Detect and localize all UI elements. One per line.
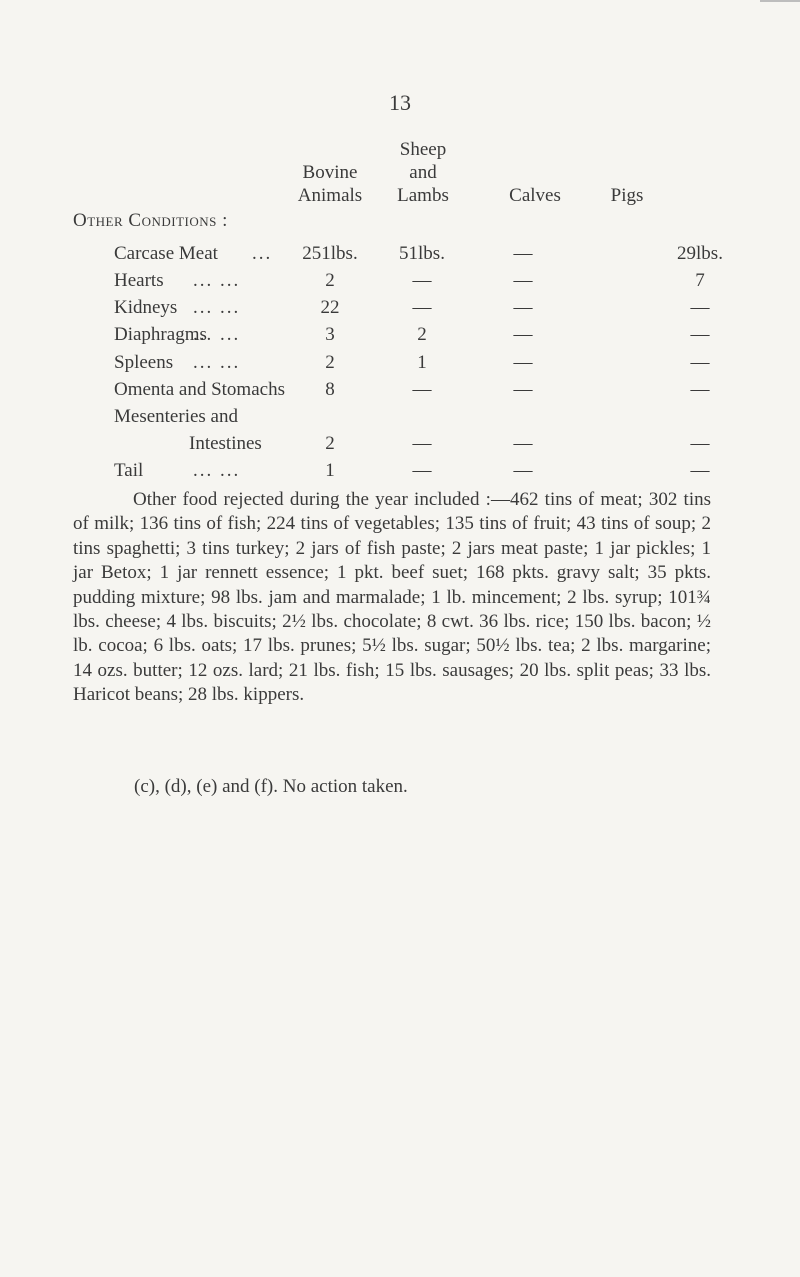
leader-dots: ... ... <box>193 297 241 318</box>
leader-dots: ... ... <box>193 352 241 373</box>
other-food-rejected-paragraph: Other food rejected during the year included :—462 tins of meat; 302 tins of milk; 136 tins of fish; 224 tins of vegetables; 135 tins of fruit; 43 tins of soup; 2 tins spaghetti; 3 tins turkey; 2 jars of fish paste; 2 jars meat paste; 1 jar pickles; 1 jar Betox; 1 jar rennett essence; 1 pkt. beef suet; 168 pkts. gravy salt; 35 pkts. pudding mixture; 98 lbs. jam and marmalade; 1 lb. mincement; 2 lbs. syrup; 101¾ lbs. cheese; 4 lbs. biscuits; 2½ lbs. chocolate; 8 cwt. 36 lbs. rice; 150 lbs. bacon; ½ lb. cocoa; 6 lbs. oats; 17 lbs. prunes; 5½ lbs. sugar; 50½ lbs. tea; 2 lbs. margarine; 14 ozs. butter; 12 ozs. lard; 21 lbs. fish; 15 lbs. sausages; 20 lbs. split peas; 33 lbs. Haricot beans; 28 lbs. kippers. <box>73 489 711 706</box>
table-row <box>0 324 800 348</box>
cell-sheep: 51lbs. <box>399 243 445 264</box>
table-row <box>0 243 800 267</box>
leader-dots: ... <box>252 243 273 264</box>
row-label: Omenta and Stomachs <box>114 379 285 400</box>
no-action-note: (c), (d), (e) and (f). No action taken. <box>134 776 408 797</box>
col-header-sheep-line2: and <box>409 162 437 183</box>
cell-sheep: — <box>412 433 432 454</box>
table-row <box>0 352 800 376</box>
col-header-bovine-line2: Animals <box>297 185 363 206</box>
cell-pigs: — <box>690 324 710 345</box>
row-label: Carcase Meat <box>114 243 218 264</box>
row-label: Kidneys <box>114 297 178 318</box>
table-row <box>0 270 800 294</box>
cell-pigs: — <box>690 379 710 400</box>
page-edge-mark <box>760 0 800 2</box>
cell-pigs: — <box>690 297 710 318</box>
cell-bovine: 3 <box>325 324 335 345</box>
table-row <box>0 297 800 321</box>
cell-pigs: — <box>690 433 710 454</box>
row-label: Spleens <box>114 352 174 373</box>
col-header-sheep-line1: Sheep <box>399 139 447 160</box>
cell-sheep: 2 <box>417 324 427 345</box>
cell-bovine: 2 <box>325 270 335 291</box>
page-number: 13 <box>389 90 411 115</box>
leader-dots: ... ... <box>193 460 241 481</box>
row-label: Intestines <box>189 433 262 454</box>
col-header-bovine-line1: Bovine <box>302 162 358 183</box>
col-header-pigs: Pigs <box>610 185 644 206</box>
cell-calves: — <box>513 433 533 454</box>
cell-pigs: — <box>690 352 710 373</box>
cell-sheep: 1 <box>417 352 427 373</box>
cell-sheep: — <box>412 297 432 318</box>
cell-calves: — <box>513 460 533 481</box>
cell-pigs: 29lbs. <box>677 243 723 264</box>
cell-calves: — <box>513 352 533 373</box>
cell-bovine: 251lbs. <box>302 243 358 264</box>
cell-calves: — <box>513 297 533 318</box>
col-header-sheep <box>378 138 468 207</box>
row-label: Diaphragms <box>114 324 207 345</box>
row-label: Tail <box>114 460 144 481</box>
cell-bovine: 2 <box>325 433 335 454</box>
leader-dots: ... ... <box>193 324 241 345</box>
cell-bovine: 8 <box>325 379 335 400</box>
cell-sheep: — <box>412 379 432 400</box>
cell-sheep: — <box>412 460 432 481</box>
cell-bovine: 2 <box>325 352 335 373</box>
cell-bovine: 22 <box>320 297 340 318</box>
cell-calves: — <box>513 270 533 291</box>
row-label: Mesenteries and <box>114 406 238 427</box>
cell-calves: — <box>513 243 533 264</box>
leader-dots: ... ... <box>193 270 241 291</box>
cell-sheep: — <box>412 270 432 291</box>
table-row <box>0 379 800 403</box>
table-row <box>0 460 800 484</box>
cell-pigs: — <box>690 460 710 481</box>
section-heading: Other Conditions : <box>73 210 228 231</box>
cell-bovine: 1 <box>325 460 335 481</box>
cell-pigs: 7 <box>695 270 705 291</box>
cell-calves: — <box>513 324 533 345</box>
col-header-bovine <box>283 161 377 207</box>
table-row <box>0 433 800 457</box>
col-header-sheep-line3: Lambs <box>397 185 449 206</box>
table-row <box>0 406 800 430</box>
row-label: Hearts <box>114 270 164 291</box>
cell-calves: — <box>513 379 533 400</box>
col-header-calves: Calves <box>509 185 561 206</box>
